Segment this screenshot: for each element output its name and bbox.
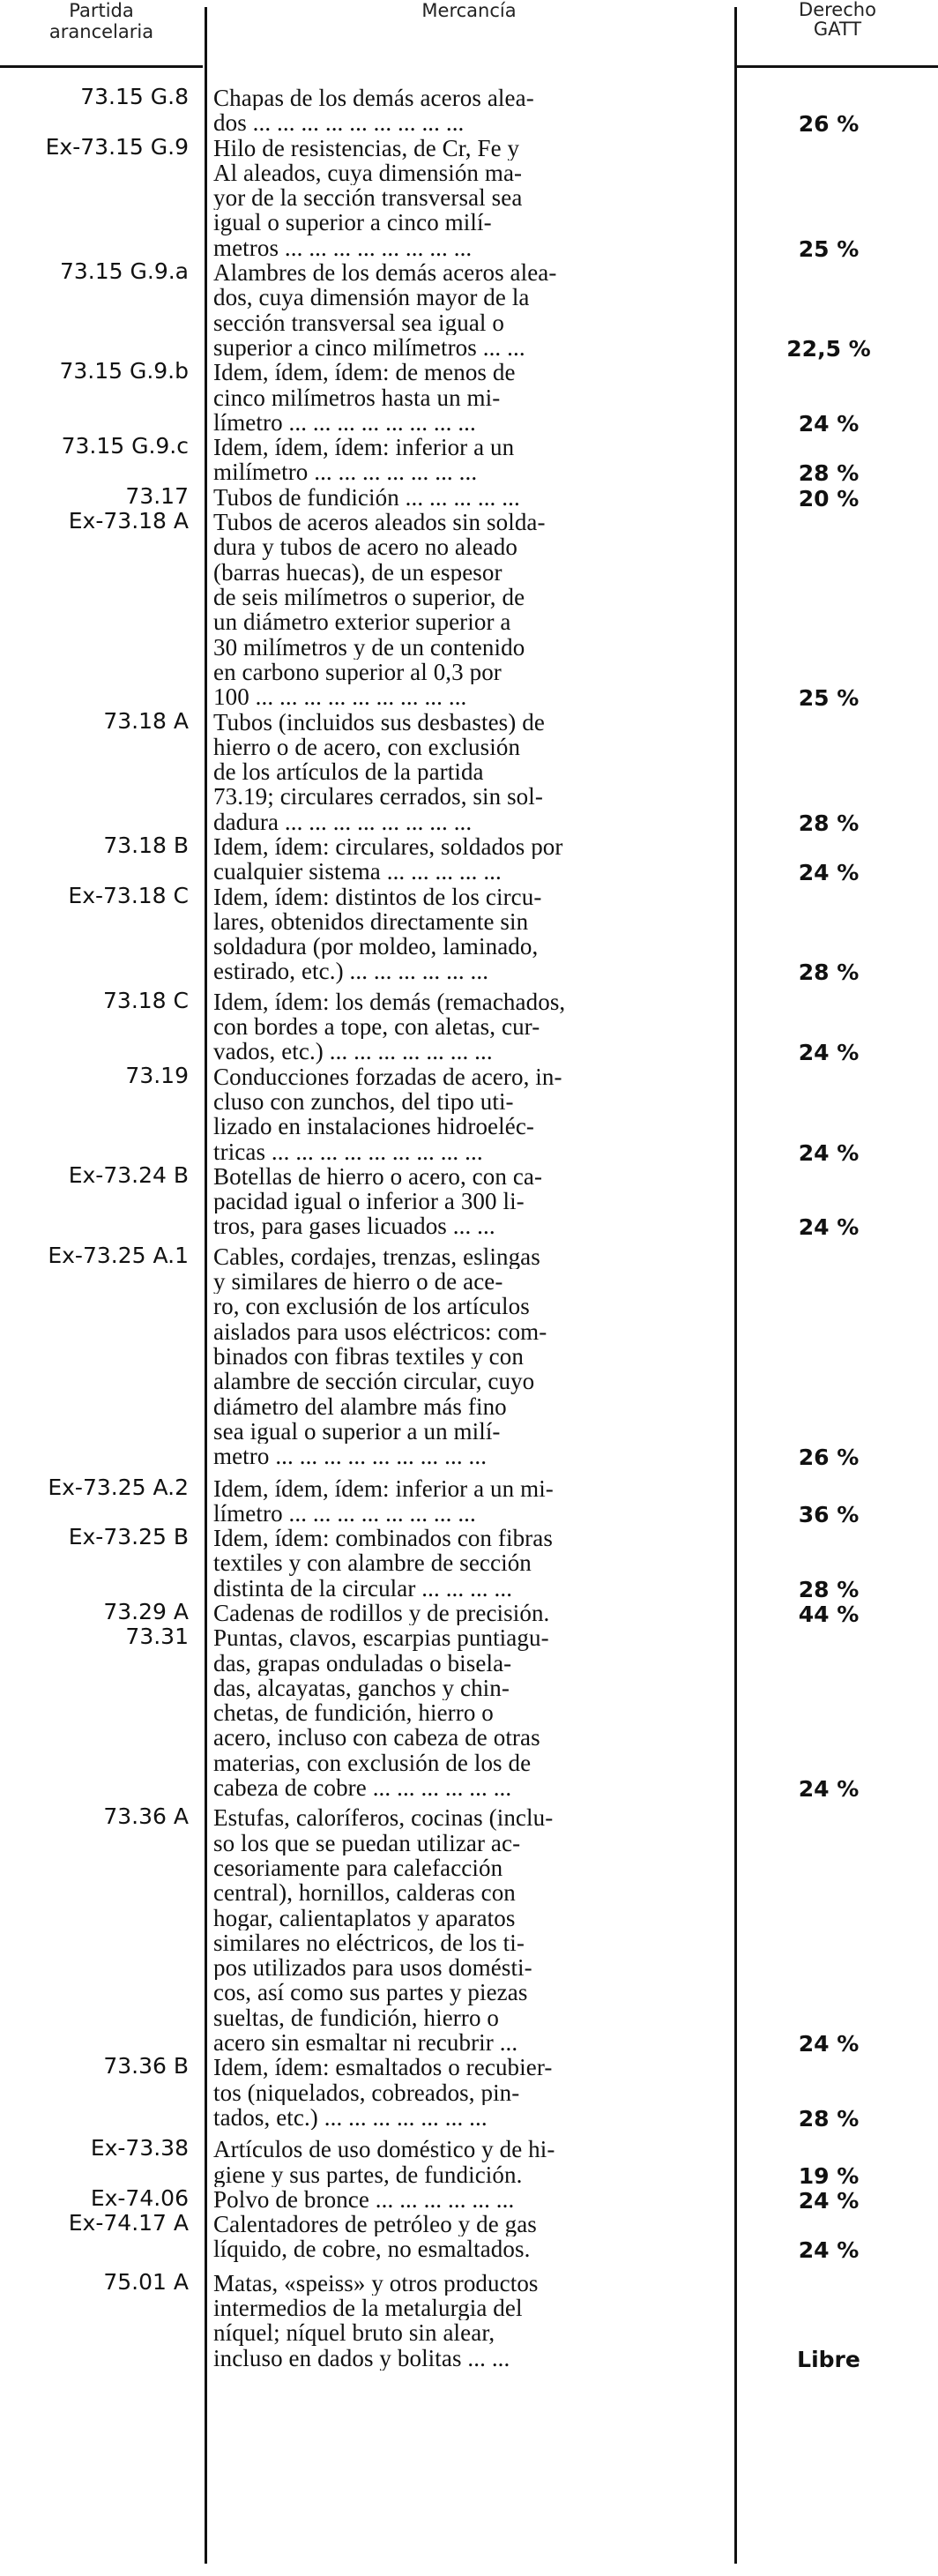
table-row: [0, 86, 938, 136]
description: [213, 989, 737, 1064]
description-line: tricas ... ... ... ... ... ... ... ... ...: [213, 1139, 483, 1164]
tariff-code: 73.15 G.8: [80, 84, 189, 109]
tariff-code: Ex-73.18 C: [68, 882, 189, 908]
description-line: similares no eléctricos, de los ti-: [213, 1930, 525, 1956]
description-line: y similares de hierro o de ace-: [213, 1269, 503, 1295]
duty-rate: 22,5 %: [786, 335, 871, 362]
description-line: pos utilizados para usos domésti-: [213, 1955, 532, 1981]
description-line: Puntas, clavos, escarpias puntiagu-: [213, 1625, 549, 1651]
tariff-code: 73.36 B: [103, 2053, 189, 2079]
header-rule-left: [0, 65, 203, 68]
description-line: lizado en instalaciones hidroeléc-: [213, 1114, 534, 1139]
tariff-code: 73.19: [125, 1062, 189, 1088]
description-line: Idem, ídem: esmaltados o recubier-: [213, 2055, 553, 2080]
description-line: 73.19; circulares cerrados, sin sol-: [213, 784, 543, 810]
table-row: [0, 2184, 938, 2214]
tariff-code: Ex-74.06: [90, 2184, 189, 2211]
description-line: sueltas, de fundición, hierro o: [213, 2005, 500, 2031]
description: [213, 1164, 737, 1239]
duty-rate: 19 %: [798, 2162, 860, 2189]
header-partida-line1: Partida: [69, 0, 134, 21]
duty-rate: 24 %: [798, 1040, 860, 1066]
tariff-code: 73.29 A: [103, 1599, 189, 1624]
description-line: igual o superior a cinco milí-: [213, 210, 492, 235]
description-line: sea igual o superior a un milí-: [213, 1418, 501, 1445]
description: [213, 360, 737, 435]
tariff-code: Ex-73.15 G.9: [45, 133, 189, 160]
description-line: Matas, «speiss» y otros productos: [213, 2270, 539, 2296]
tariff-code: Ex-73.25 A.2: [48, 1474, 189, 1500]
description-line: aislados para usos eléctricos: com-: [213, 1318, 547, 1344]
table-row: [0, 508, 938, 712]
description-line: Cadenas de rodillos y de precisión.: [213, 1601, 550, 1626]
description-line: vados, etc.) ... ... ... ... ... ... ...: [213, 1039, 493, 1064]
tariff-code: Ex-73.25 B: [68, 1524, 189, 1550]
description-line: Tubos de aceros aleados sin solda-: [213, 510, 546, 535]
tariff-code: 73.36 A: [103, 1803, 189, 1830]
description-line: cinco milímetros hasta un mi-: [213, 385, 501, 410]
table-row: [0, 1624, 938, 1803]
tariff-code: 73.18 C: [103, 987, 189, 1013]
description-line: cluso con zunchos, del tipo uti-: [213, 1088, 514, 1115]
description: [213, 2137, 737, 2187]
description-line: Idem, ídem, ídem: inferior a un mi-: [213, 1475, 554, 1501]
description: [213, 2212, 737, 2262]
description-line: Idem, ídem: los demás (remachados,: [213, 989, 566, 1015]
tariff-code: 75.01 A: [103, 2268, 189, 2295]
description: [213, 2055, 737, 2130]
description-line: Estufas, caloríferos, cocinas (inclu-: [213, 1805, 554, 1831]
description-line: textiles y con alambre de sección: [213, 1550, 532, 1576]
duty-rate: 28 %: [798, 810, 860, 836]
table-row: [0, 435, 938, 485]
duty-rate: 24 %: [798, 1139, 860, 1166]
tariff-code: Ex-74.17 A: [68, 2210, 189, 2236]
description-line: cabeza de cobre ... ... ... ... ... ...: [213, 1775, 512, 1801]
table-row: [0, 1064, 938, 1164]
description: [213, 1625, 737, 1800]
header-derecho: [737, 0, 938, 39]
table-row: [0, 1601, 938, 1625]
description-line: Idem, ídem: combinados con fibras: [213, 1526, 553, 1551]
description-line: dadura ... ... ... ... ... ... ... ...: [213, 809, 473, 834]
duty-rate: 26 %: [798, 1445, 860, 1471]
description-line: Cables, cordajes, trenzas, eslingas: [213, 1243, 540, 1270]
duty-rate: 28 %: [798, 1576, 860, 1602]
description-line: soldadura (por moldeo, laminado,: [213, 934, 539, 959]
description-line: sección transversal sea igual o: [213, 310, 504, 335]
description-line: dos, cuya dimensión mayor de la: [213, 285, 530, 310]
description: [213, 1244, 737, 1469]
header-partida: [0, 0, 203, 42]
description-line: das, alcayatas, ganchos y chin-: [213, 1675, 510, 1701]
description-line: metro ... ... ... ... ... ... ... ... ...: [213, 1444, 488, 1469]
description-line: Conducciones forzadas de acero, in-: [213, 1064, 562, 1089]
tariff-code: 73.17: [125, 482, 189, 509]
tariff-code: 73.18 A: [103, 707, 189, 734]
description-line: en carbono superior al 0,3 por: [213, 659, 502, 685]
description: [213, 510, 737, 709]
description-line: límetro ... ... ... ... ... ... ... ...: [213, 1500, 476, 1527]
tariff-code: Ex-73.18 A: [68, 508, 189, 534]
description-line: Tubos de fundición ... ... ... ... ...: [213, 484, 520, 511]
duty-rate: 24 %: [798, 1214, 860, 1241]
description-line: superior a cinco milímetros ... ...: [213, 334, 525, 361]
description-line: Al aleados, cuya dimensión ma-: [213, 160, 523, 186]
description-line: das, grapas onduladas o bisela-: [213, 1650, 512, 1676]
description: [213, 710, 737, 834]
description: [213, 885, 737, 984]
description-line: ro, con exclusión de los artículos: [213, 1294, 530, 1319]
tariff-code: Ex-73.38: [90, 2135, 189, 2162]
description-line: acero, incluso con cabeza de otras: [213, 1725, 540, 1751]
table-row: [0, 1244, 938, 1469]
description-line: yor de la sección transversal sea: [213, 185, 523, 211]
description-line: Polvo de bronce ... ... ... ... ... ...: [213, 2186, 515, 2213]
duty-rate: 24 %: [798, 2237, 860, 2264]
description-line: materias, con exclusión de los de: [213, 1750, 532, 1776]
description-line: hogar, calientaplatos y aparatos: [213, 1905, 516, 1930]
description: [213, 435, 737, 485]
table-row: [0, 2212, 938, 2262]
description-line: chetas, de fundición, hierro o: [213, 1700, 494, 1726]
table-row: [0, 834, 938, 885]
duty-rate: 25 %: [798, 685, 860, 712]
duty-rate: 25 %: [798, 235, 860, 262]
description-line: un diámetro exterior superior a: [213, 609, 511, 635]
duty-rate: 24 %: [798, 2187, 860, 2214]
description-line: giene y sus partes, de fundición.: [213, 2162, 523, 2187]
header-partida-line2: arancelaria: [48, 21, 154, 42]
tariff-code: Ex-73.24 B: [68, 1161, 189, 1188]
description-line: cualquier sistema ... ... ... ... ...: [213, 859, 502, 885]
tariff-code: 73.31: [125, 1624, 189, 1650]
duty-rate: 44 %: [798, 1602, 860, 1627]
description-line: Idem, ídem: circulares, soldados por: [213, 834, 563, 860]
header-derecho-line2: GATT: [813, 19, 862, 40]
description-line: tados, etc.) ... ... ... ... ... ... ...: [213, 2104, 488, 2131]
description-line: tros, para gases licuados ... ...: [213, 1213, 495, 1239]
table-row: [0, 2055, 938, 2130]
description-line: pacidad igual o inferior a 300 li-: [213, 1189, 525, 1214]
description: [213, 86, 737, 136]
tariff-code: 73.15 G.9.a: [59, 258, 189, 285]
description: [213, 1526, 737, 1601]
tariff-code: Ex-73.25 A.1: [48, 1242, 189, 1268]
description: [213, 1805, 737, 2055]
description-line: cesoriamente para calefacción: [213, 1855, 503, 1881]
description: [213, 485, 737, 510]
description: [213, 136, 737, 260]
description-line: distinta de la circular ... ... ... ...: [213, 1575, 513, 1601]
description-line: acero sin esmaltar ni recubrir ...: [213, 2030, 518, 2056]
table-row: [0, 2137, 938, 2187]
description-line: diámetro del alambre más fino: [213, 1393, 507, 1419]
duty-rate: 20 %: [798, 485, 860, 511]
table-row: [0, 1161, 938, 1241]
description-line: Calentadores de petróleo y de gas: [213, 2212, 537, 2237]
table-row: [0, 482, 938, 511]
tariff-code: 73.15 G.9.c: [61, 433, 189, 459]
table-row: [0, 260, 938, 360]
description-line: dura y tubos de acero no aleado: [213, 534, 517, 560]
description-line: hierro o de acero, con exclusión: [213, 734, 521, 760]
description-line: níquel; níquel bruto sin alear,: [213, 2320, 495, 2346]
description-line: Idem, ídem: distintos de los circu-: [213, 884, 542, 909]
description-line: de los artículos de la partida: [213, 759, 484, 785]
description-line: cos, así como sus partes y piezas: [213, 1980, 528, 2005]
table-row: [0, 1526, 938, 1601]
description-line: líquido, de cobre, no esmaltados.: [213, 2236, 531, 2262]
description: [213, 834, 737, 885]
description-line: de seis milímetros o superior, de: [213, 584, 525, 610]
description-line: alambre de sección circular, cuyo: [213, 1369, 535, 1394]
description: [213, 1064, 737, 1164]
description-line: Alambres de los demás aceros alea-: [213, 260, 557, 286]
duty-rate: 24 %: [798, 860, 860, 886]
table-row: [0, 1476, 938, 1527]
description-line: so los que se puedan utilizar ac-: [213, 1830, 521, 1855]
header-derecho-line1: Derecho: [799, 0, 876, 20]
duty-rate: 36 %: [798, 1501, 860, 1527]
duty-rate: 24 %: [798, 1776, 860, 1803]
description-line: metros ... ... ... ... ... ... ... ...: [213, 235, 473, 261]
description: [213, 260, 737, 360]
table-row: [0, 1805, 938, 2055]
table-row: [0, 882, 938, 986]
description-line: dos ... ... ... ... ... ... ... ... ...: [213, 110, 465, 136]
duty-rate: Libre: [797, 2346, 860, 2372]
description-line: Tubos (incluidos sus desbastes) de: [213, 709, 545, 735]
description-line: (barras huecas), de un espesor: [213, 559, 502, 585]
table-row: [0, 133, 938, 262]
description-line: con bordes a tope, con aletas, cur-: [213, 1014, 540, 1040]
description-line: Artículos de uso doméstico y de hi-: [213, 2137, 555, 2162]
tariff-code: 73.15 G.9.b: [59, 358, 189, 385]
tariff-code: 73.18 B: [103, 833, 189, 858]
description-line: 100 ... ... ... ... ... ... ... ... ...: [213, 684, 467, 710]
duty-rate: 28 %: [798, 2105, 860, 2132]
description-line: Chapas de los demás aceros alea-: [213, 86, 534, 111]
header-mercancia: Mercancía: [421, 0, 517, 21]
description: [213, 2187, 737, 2212]
description: [213, 2271, 737, 2371]
table-row: [0, 360, 938, 435]
description-line: milímetro ... ... ... ... ... ... ...: [213, 459, 478, 485]
description-line: Idem, ídem, ídem: inferior a un: [213, 435, 515, 460]
duty-rate: 26 %: [798, 111, 860, 138]
duty-rate: 24 %: [798, 410, 860, 437]
description-line: central), hornillos, calderas con: [213, 1880, 516, 1906]
description-line: Idem, ídem, ídem: de menos de: [213, 360, 516, 385]
description-line: lares, obtenidos directamente sin: [213, 908, 529, 935]
duty-rate: 28 %: [798, 959, 860, 986]
table-row: [0, 707, 938, 836]
header-rule-right: [737, 65, 938, 68]
description-line: Botellas de hierro o acero, con ca-: [213, 1163, 543, 1190]
description: [213, 1601, 737, 1625]
description-line: estirado, etc.) ... ... ... ... ... ...: [213, 959, 489, 984]
description-line: tos (niquelados, cobreados, pin-: [213, 2079, 520, 2105]
description: [213, 1476, 737, 1527]
description-line: límetro ... ... ... ... ... ... ... ...: [213, 409, 476, 436]
table-row: [0, 2268, 938, 2372]
description-line: incluso en dados y bolitas ... ...: [213, 2345, 510, 2371]
description-line: 30 milímetros y de un contenido: [213, 634, 525, 660]
duty-rate: 24 %: [798, 2031, 860, 2057]
description-line: intermedios de la metalurgia del: [213, 2296, 523, 2321]
duty-rate: 28 %: [798, 460, 860, 487]
description-line: Hilo de resistencias, de Cr, Fe y: [213, 135, 520, 161]
description-line: binados con fibras textiles y con: [213, 1343, 524, 1370]
table-row: [0, 989, 938, 1064]
